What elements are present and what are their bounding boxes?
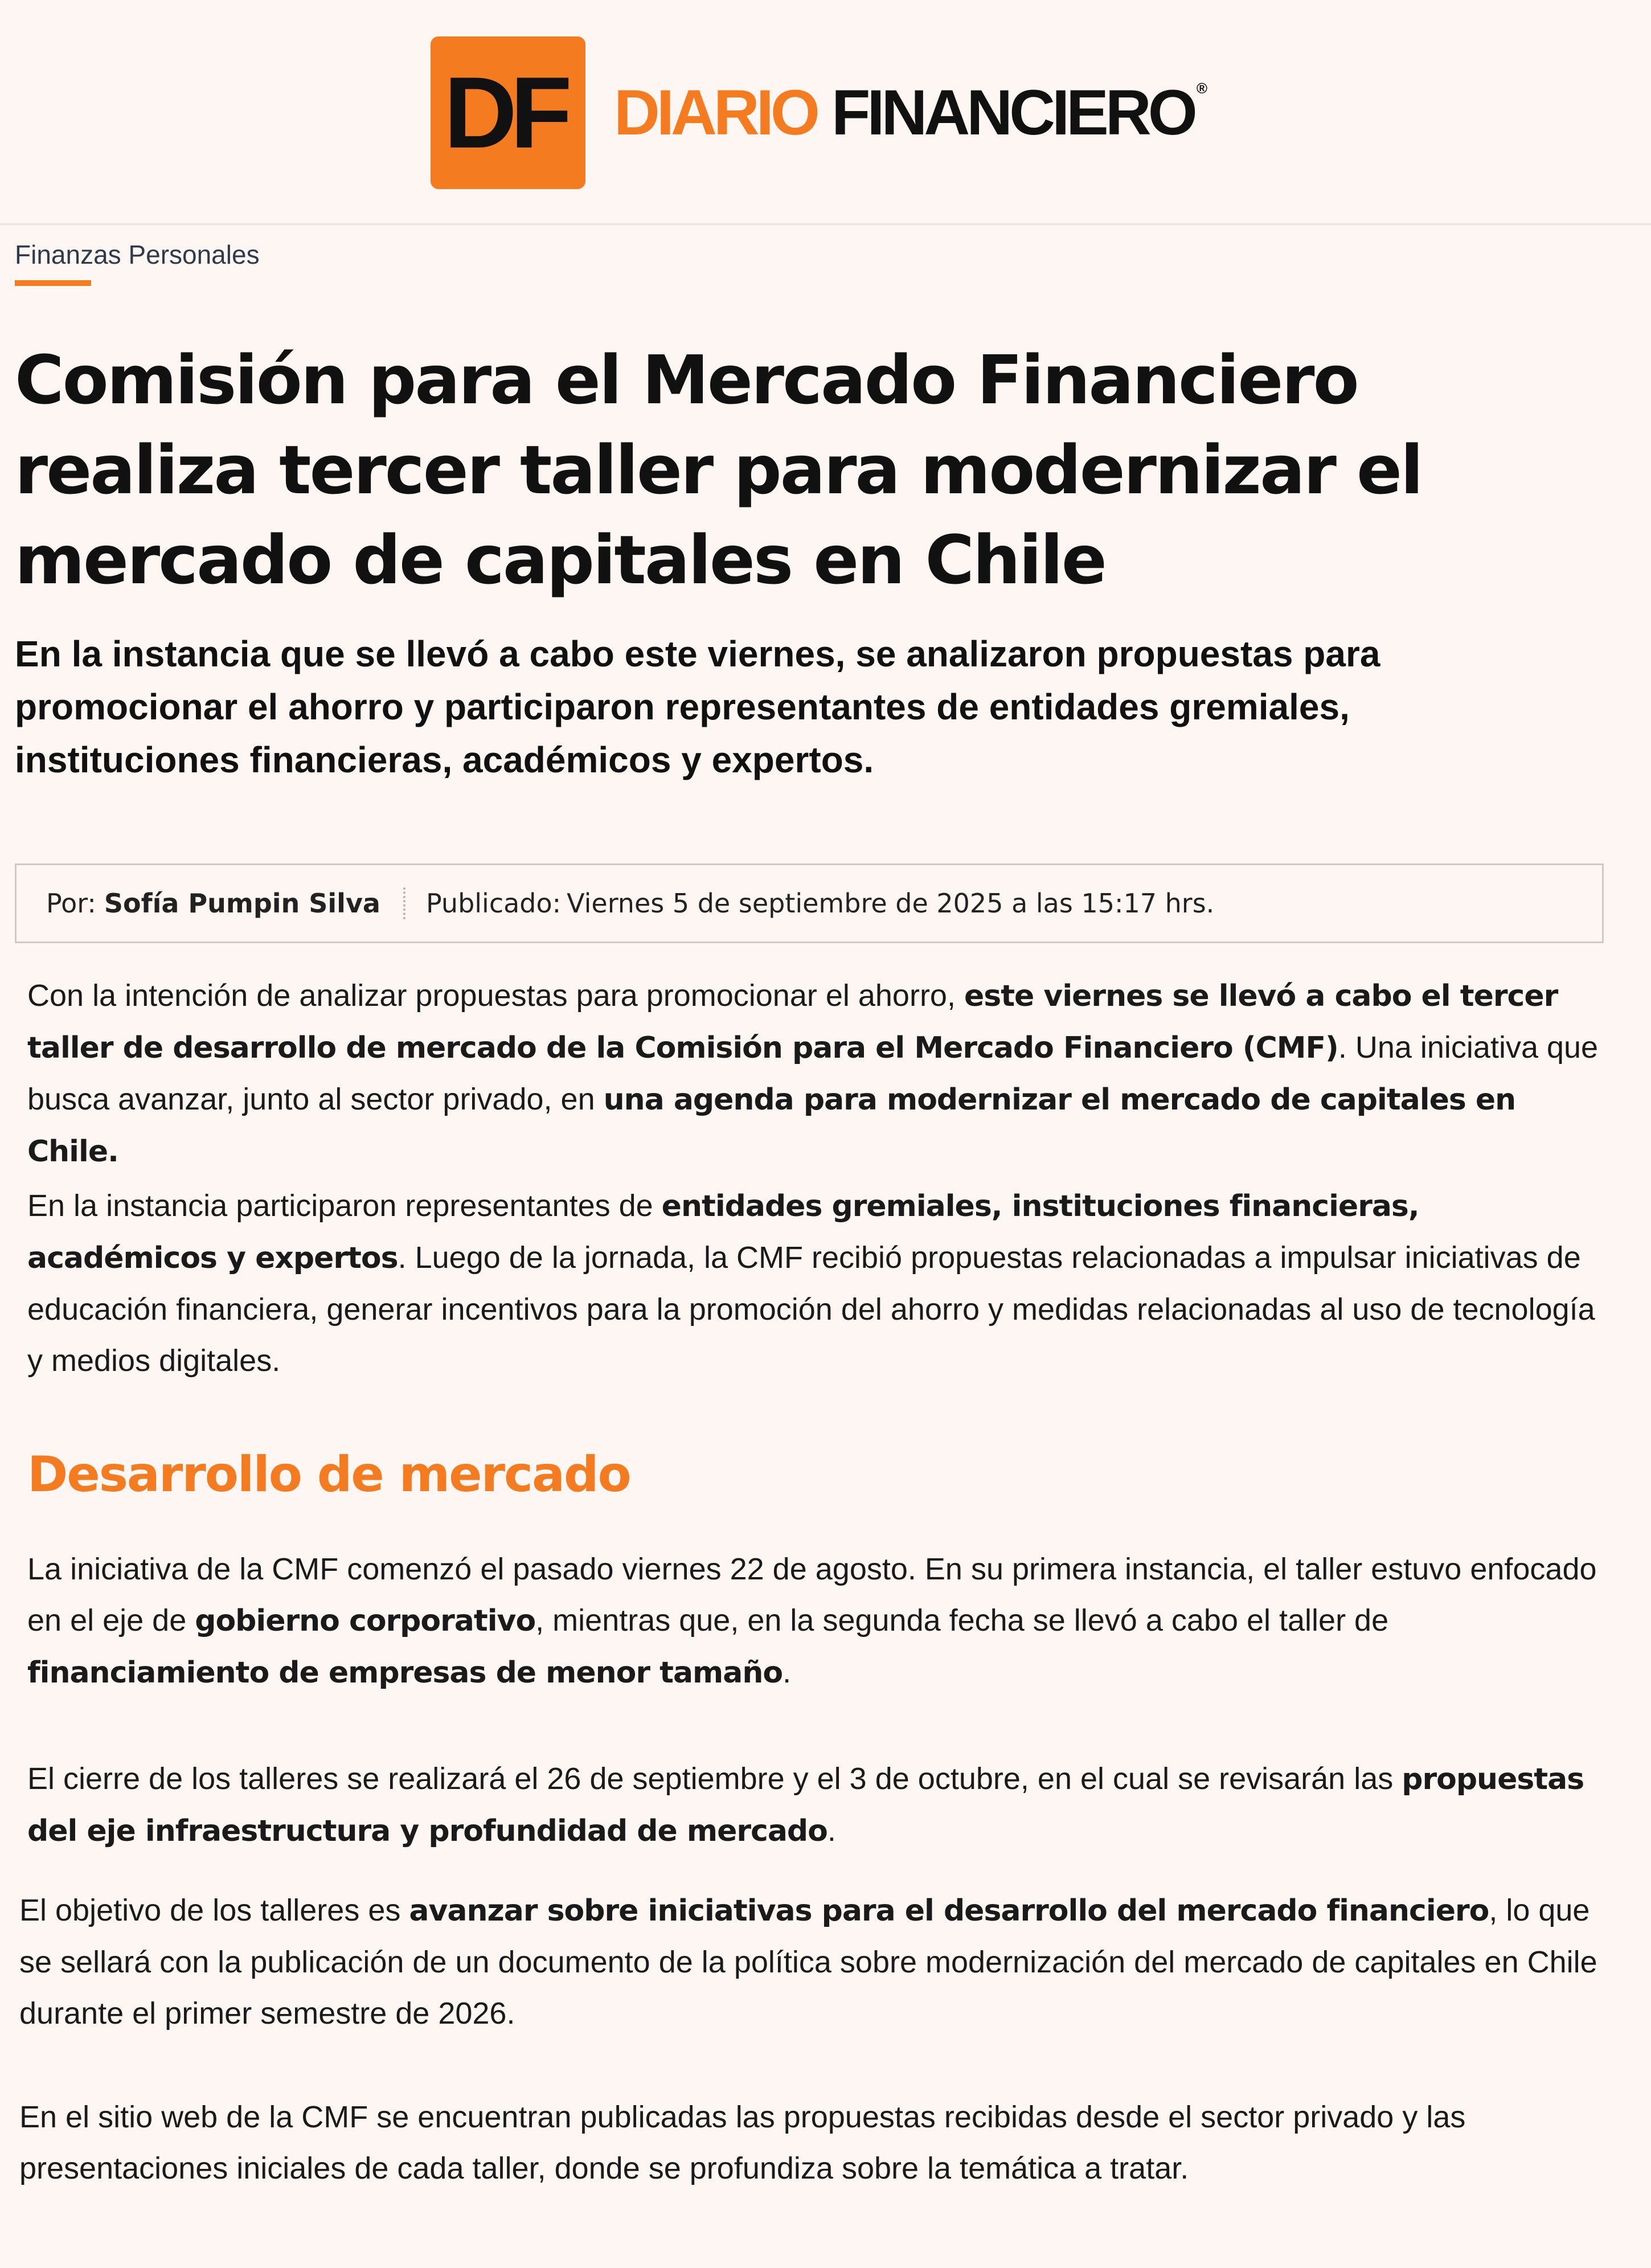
p2-text-1: En la instancia participaron representantes de <box>27 1189 662 1223</box>
p1-text-1: Con la intención de analizar propuestas para promocionar el ahorro, <box>27 979 964 1013</box>
p2-text-2: . Luego de la jornada, la CMF recibió propuestas relacionadas a impulsar iniciativas de educación financiera, generar incentivos para la promoción del ahorro y medidas relacionadas al uso de tecnología y medios digitales. <box>27 1241 1595 1378</box>
byline-box <box>15 863 1604 943</box>
logo-word-diario: DIARIO <box>614 77 817 148</box>
byline-separator <box>403 887 405 919</box>
logo-wordmark <box>614 77 1208 148</box>
body-paragraph-3 <box>27 1544 1616 1698</box>
body-paragraph-1 <box>27 970 1616 1177</box>
p3-text-1: La iniciativa de la CMF comenzó el pasado viernes 22 de agosto. En su primera instancia, el taller estuvo enfocado en el eje de <box>27 1552 1597 1637</box>
p3-text-2: , mientras que, en la segunda fecha se llevó a cabo el taller de <box>535 1603 1389 1637</box>
article-subtitle: En la instancia que se llevó a cabo este viernes, se analizaron propuestas para promocionar el ahorro y participaron representantes de entidades gremiales, instituciones financieras, académicos y expertos. <box>15 633 1380 780</box>
logo-mark-text: DF <box>444 56 566 169</box>
section-subheading: Desarrollo de mercado <box>27 1446 630 1503</box>
p5-text-1: El objetivo de los talleres es <box>19 1893 409 1927</box>
byline-published-label: Publicado: <box>425 888 562 919</box>
p4-bold-1: propuestas del eje infraestructura y profundidad de mercado <box>27 1762 1584 1848</box>
p3-bold-2: financiamiento de empresas de menor tamaño <box>27 1656 783 1690</box>
byline-by-label: Por: <box>46 888 96 919</box>
p5-bold-1: avanzar sobre iniciativas para el desarrollo del mercado financiero <box>409 1894 1489 1928</box>
p4-text-1: El cierre de los talleres se realizará el 26 de septiembre y el 3 de octubre, en el cual se revisarán las <box>27 1762 1402 1796</box>
p2-bold-1: entidades gremiales, instituciones financieras, académicos y expertos <box>27 1189 1419 1275</box>
body-paragraph-5 <box>19 1885 1608 2039</box>
byline-author: Sofía Pumpin Silva <box>104 888 380 919</box>
p1-bold-1: este viernes se llevó a cabo el tercer taller de desarrollo de mercado de la Comisión para el Mercado Financiero (CMF) <box>27 979 1558 1065</box>
site-header <box>0 0 1651 225</box>
body-paragraph-4 <box>27 1753 1616 1857</box>
body-paragraph-2 <box>27 1180 1616 1386</box>
registered-mark: ® <box>1196 80 1208 97</box>
df-logo-mark <box>431 36 585 189</box>
p3-bold-1: gobierno corporativo <box>195 1604 536 1638</box>
p6-text-1: En el sitio web de la CMF se encuentran publicadas las propuestas recibidas desde el sector privado y las presentaciones iniciales de cada taller, donde se profundiza sobre la temática a tratar. <box>19 2100 1466 2185</box>
body-paragraph-6 <box>19 2091 1608 2194</box>
byline-published-date: Viernes 5 de septiembre de 2025 a las 15:17 hrs. <box>567 888 1215 919</box>
p1-bold-2: una agenda para modernizar el mercado de capitales en Chile. <box>27 1083 1516 1169</box>
p3-text-3: . <box>783 1655 792 1689</box>
p1-text-2: . Una iniciativa que busca avanzar, junto al sector privado, en <box>27 1030 1599 1116</box>
diario-financiero-logo[interactable] <box>431 36 1207 189</box>
p5-text-2: , lo que se sellará con la publicación de un documento de la política sobre modernización del mercado de capitales en Chile durante el primer semestre de 2026. <box>19 1893 1597 2030</box>
p4-text-2: . <box>827 1813 836 1848</box>
logo-word-financiero: FINANCIERO <box>831 77 1194 148</box>
section-tag-link[interactable]: Finanzas Personales <box>15 240 260 269</box>
article-headline: Comisión para el Mercado Financiero realiza tercer taller para modernizar el mercado de capitales en Chile <box>15 341 1422 599</box>
section-tag-underline <box>15 280 91 286</box>
